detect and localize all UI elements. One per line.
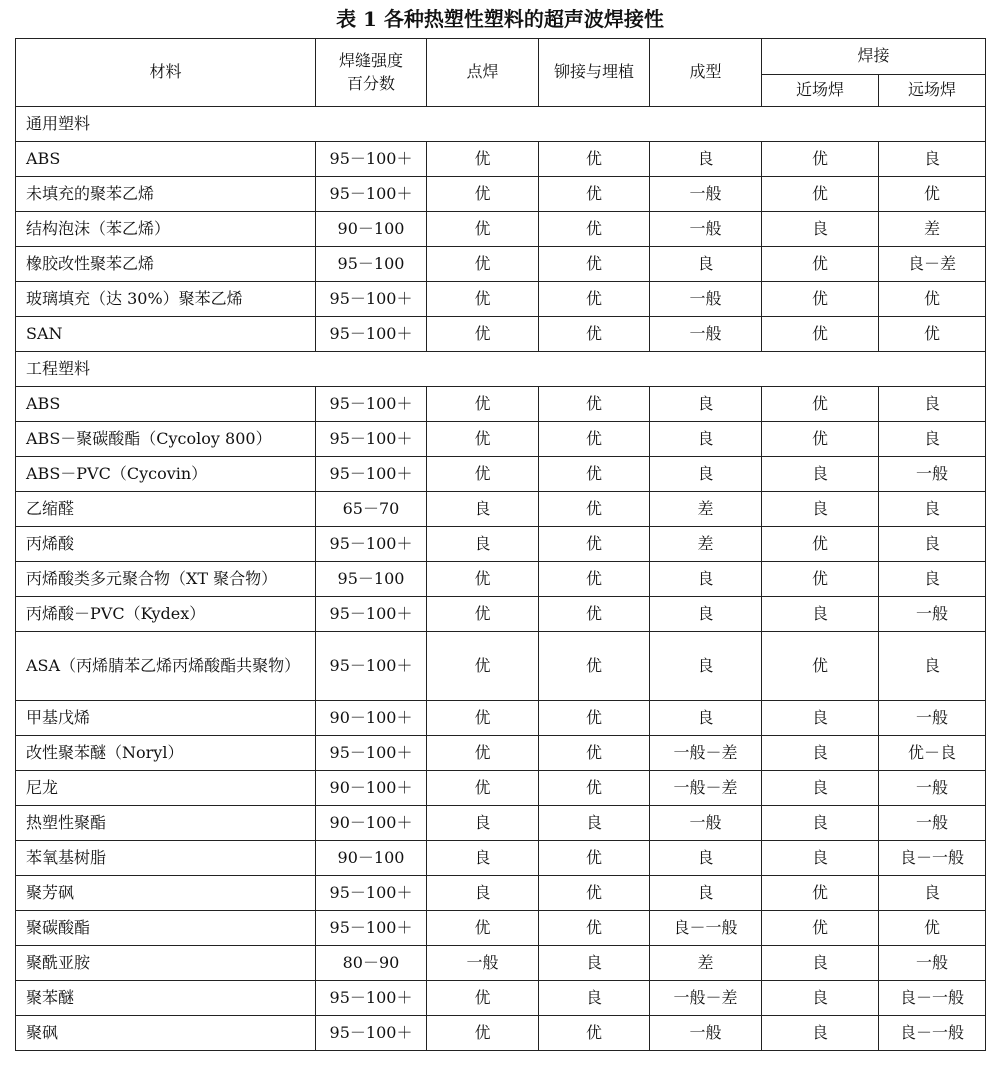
cell-material: 热塑性聚酯 xyxy=(16,806,316,841)
table-row xyxy=(16,212,986,247)
cell-far: 良 xyxy=(879,632,986,701)
cell-far: 良－一般 xyxy=(879,981,986,1016)
cell-near: 优 xyxy=(762,527,879,562)
cell-rivet: 优 xyxy=(539,247,650,282)
cell-forming: 一般－差 xyxy=(650,771,762,806)
cell-far: 良 xyxy=(879,562,986,597)
table-row xyxy=(16,841,986,876)
table-row xyxy=(16,177,986,212)
cell-strength: 65－70 xyxy=(316,492,427,527)
cell-near: 优 xyxy=(762,562,879,597)
cell-rivet: 优 xyxy=(539,562,650,597)
section-row xyxy=(16,107,986,142)
cell-near: 优 xyxy=(762,282,879,317)
cell-strength: 95－100＋ xyxy=(316,142,427,177)
cell-spot: 优 xyxy=(427,1016,539,1051)
cell-strength: 80－90 xyxy=(316,946,427,981)
cell-near: 优 xyxy=(762,876,879,911)
cell-strength: 95－100＋ xyxy=(316,911,427,946)
cell-near: 优 xyxy=(762,317,879,352)
header-forming: 成型 xyxy=(650,39,762,107)
cell-spot: 良 xyxy=(427,876,539,911)
cell-material: 聚苯醚 xyxy=(16,981,316,1016)
header-strength-line1: 焊缝强度 xyxy=(338,51,403,71)
cell-rivet: 良 xyxy=(539,946,650,981)
cell-far: 良 xyxy=(879,422,986,457)
cell-strength: 95－100＋ xyxy=(316,177,427,212)
cell-material: 聚砜 xyxy=(16,1016,316,1051)
cell-spot: 优 xyxy=(427,911,539,946)
cell-spot: 一般 xyxy=(427,946,539,981)
cell-spot: 良 xyxy=(427,492,539,527)
cell-forming: 一般 xyxy=(650,806,762,841)
cell-material: 尼龙 xyxy=(16,771,316,806)
table-title: 表 1 各种热塑性塑料的超声波焊接性 xyxy=(336,7,664,31)
header-welding: 焊接 xyxy=(762,39,986,75)
cell-far: 差 xyxy=(879,212,986,247)
table-row xyxy=(16,142,986,177)
cell-rivet: 优 xyxy=(539,282,650,317)
header-spot-weld: 点焊 xyxy=(427,39,539,107)
cell-forming: 差 xyxy=(650,527,762,562)
cell-near: 良 xyxy=(762,1016,879,1051)
cell-far: 良－一般 xyxy=(879,1016,986,1051)
table-row xyxy=(16,457,986,492)
cell-near: 良 xyxy=(762,736,879,771)
cell-far: 良 xyxy=(879,876,986,911)
section-row xyxy=(16,352,986,387)
cell-near: 良 xyxy=(762,597,879,632)
cell-material: SAN xyxy=(16,317,316,352)
cell-forming: 一般 xyxy=(650,177,762,212)
cell-far: 良－一般 xyxy=(879,841,986,876)
table-row xyxy=(16,562,986,597)
cell-near: 良 xyxy=(762,701,879,736)
table-row xyxy=(16,736,986,771)
cell-strength: 95－100＋ xyxy=(316,876,427,911)
cell-near: 优 xyxy=(762,247,879,282)
cell-near: 优 xyxy=(762,422,879,457)
table-row xyxy=(16,632,986,701)
cell-rivet: 优 xyxy=(539,317,650,352)
cell-strength: 90－100＋ xyxy=(316,771,427,806)
header-near-field: 近场焊 xyxy=(762,75,879,107)
cell-material: ABS－PVC（Cycovin） xyxy=(16,457,316,492)
cell-material: ABS xyxy=(16,142,316,177)
cell-forming: 一般 xyxy=(650,317,762,352)
header-strength xyxy=(316,39,427,107)
cell-rivet: 优 xyxy=(539,771,650,806)
cell-strength: 95－100＋ xyxy=(316,387,427,422)
cell-spot: 优 xyxy=(427,317,539,352)
table-row xyxy=(16,492,986,527)
table-body xyxy=(16,107,986,1051)
cell-strength: 95－100＋ xyxy=(316,736,427,771)
cell-spot: 优 xyxy=(427,282,539,317)
cell-rivet: 良 xyxy=(539,981,650,1016)
table-row xyxy=(16,771,986,806)
header-far-field: 远场焊 xyxy=(879,75,986,107)
cell-forming: 一般－差 xyxy=(650,981,762,1016)
cell-forming: 一般 xyxy=(650,1016,762,1051)
cell-far: 良 xyxy=(879,527,986,562)
cell-forming: 一般 xyxy=(650,212,762,247)
cell-material: 结构泡沫（苯乙烯） xyxy=(16,212,316,247)
cell-strength: 95－100＋ xyxy=(316,1016,427,1051)
table-row xyxy=(16,806,986,841)
weldability-table xyxy=(15,38,986,1051)
table-row xyxy=(16,946,986,981)
cell-near: 良 xyxy=(762,212,879,247)
cell-material: 甲基戊烯 xyxy=(16,701,316,736)
table-row xyxy=(16,911,986,946)
cell-rivet: 优 xyxy=(539,422,650,457)
cell-strength: 95－100＋ xyxy=(316,317,427,352)
cell-near: 优 xyxy=(762,911,879,946)
cell-material: 橡胶改性聚苯乙烯 xyxy=(16,247,316,282)
cell-rivet: 优 xyxy=(539,212,650,247)
cell-spot: 优 xyxy=(427,597,539,632)
cell-near: 良 xyxy=(762,946,879,981)
cell-forming: 良 xyxy=(650,632,762,701)
cell-forming: 一般－差 xyxy=(650,736,762,771)
cell-rivet: 优 xyxy=(539,911,650,946)
cell-forming: 良 xyxy=(650,422,762,457)
cell-forming: 一般 xyxy=(650,282,762,317)
cell-rivet: 优 xyxy=(539,177,650,212)
cell-spot: 优 xyxy=(427,771,539,806)
cell-rivet: 优 xyxy=(539,876,650,911)
cell-material: 未填充的聚苯乙烯 xyxy=(16,177,316,212)
cell-far: 一般 xyxy=(879,771,986,806)
cell-strength: 90－100＋ xyxy=(316,806,427,841)
cell-material: 乙缩醛 xyxy=(16,492,316,527)
cell-strength: 90－100＋ xyxy=(316,701,427,736)
cell-strength: 90－100 xyxy=(316,841,427,876)
cell-forming: 差 xyxy=(650,492,762,527)
cell-far: 一般 xyxy=(879,457,986,492)
cell-material: 改性聚苯醚（Noryl） xyxy=(16,736,316,771)
cell-forming: 良 xyxy=(650,562,762,597)
section-title: 通用塑料 xyxy=(16,107,986,142)
cell-spot: 优 xyxy=(427,457,539,492)
cell-far: 一般 xyxy=(879,701,986,736)
table-row xyxy=(16,422,986,457)
cell-spot: 优 xyxy=(427,142,539,177)
cell-forming: 良 xyxy=(650,142,762,177)
table-row xyxy=(16,387,986,422)
table-row xyxy=(16,1016,986,1051)
cell-material: 丙烯酸 xyxy=(16,527,316,562)
cell-forming: 良 xyxy=(650,876,762,911)
cell-forming: 良－一般 xyxy=(650,911,762,946)
cell-material: 聚碳酸酯 xyxy=(16,911,316,946)
cell-spot: 优 xyxy=(427,562,539,597)
cell-rivet: 优 xyxy=(539,457,650,492)
table-row xyxy=(16,701,986,736)
cell-material: ABS xyxy=(16,387,316,422)
cell-forming: 良 xyxy=(650,387,762,422)
cell-material: ASA（丙烯腈苯乙烯丙烯酸酯共聚物） xyxy=(16,632,316,701)
cell-material: 玻璃填充（达 30%）聚苯乙烯 xyxy=(16,282,316,317)
cell-far: 优 xyxy=(879,911,986,946)
header-strength-line2: 百分数 xyxy=(346,73,395,93)
cell-near: 良 xyxy=(762,806,879,841)
cell-spot: 优 xyxy=(427,177,539,212)
cell-material: 丙烯酸－PVC（Kydex） xyxy=(16,597,316,632)
cell-strength: 95－100＋ xyxy=(316,597,427,632)
table-row xyxy=(16,527,986,562)
cell-material: 丙烯酸类多元聚合物（XT 聚合物） xyxy=(16,562,316,597)
cell-near: 优 xyxy=(762,177,879,212)
table-row xyxy=(16,981,986,1016)
cell-far: 一般 xyxy=(879,597,986,632)
cell-rivet: 良 xyxy=(539,806,650,841)
cell-spot: 良 xyxy=(427,841,539,876)
cell-far: 良 xyxy=(879,387,986,422)
cell-far: 一般 xyxy=(879,806,986,841)
cell-near: 良 xyxy=(762,457,879,492)
cell-far: 良 xyxy=(879,492,986,527)
cell-spot: 优 xyxy=(427,632,539,701)
section-title: 工程塑料 xyxy=(16,352,986,387)
cell-rivet: 优 xyxy=(539,701,650,736)
cell-spot: 优 xyxy=(427,247,539,282)
cell-spot: 良 xyxy=(427,806,539,841)
cell-far: 优－良 xyxy=(879,736,986,771)
cell-forming: 良 xyxy=(650,701,762,736)
cell-far: 优 xyxy=(879,282,986,317)
cell-far: 优 xyxy=(879,177,986,212)
cell-material: ABS－聚碳酸酯（Cycoloy 800） xyxy=(16,422,316,457)
cell-rivet: 优 xyxy=(539,736,650,771)
cell-far: 一般 xyxy=(879,946,986,981)
cell-material: 苯氧基树脂 xyxy=(16,841,316,876)
cell-strength: 95－100＋ xyxy=(316,282,427,317)
cell-forming: 良 xyxy=(650,457,762,492)
cell-strength: 95－100 xyxy=(316,247,427,282)
cell-rivet: 优 xyxy=(539,632,650,701)
cell-strength: 95－100＋ xyxy=(316,632,427,701)
cell-spot: 优 xyxy=(427,422,539,457)
cell-rivet: 优 xyxy=(539,142,650,177)
cell-far: 良 xyxy=(879,142,986,177)
cell-near: 优 xyxy=(762,632,879,701)
cell-spot: 优 xyxy=(427,736,539,771)
cell-material: 聚芳砜 xyxy=(16,876,316,911)
cell-strength: 95－100＋ xyxy=(316,422,427,457)
table-row xyxy=(16,876,986,911)
cell-near: 良 xyxy=(762,492,879,527)
cell-strength: 90－100 xyxy=(316,212,427,247)
cell-material: 聚酰亚胺 xyxy=(16,946,316,981)
table-row xyxy=(16,317,986,352)
header-material: 材料 xyxy=(16,39,316,107)
cell-far: 良－差 xyxy=(879,247,986,282)
cell-near: 优 xyxy=(762,142,879,177)
cell-rivet: 优 xyxy=(539,387,650,422)
cell-spot: 优 xyxy=(427,701,539,736)
cell-spot: 优 xyxy=(427,212,539,247)
cell-forming: 良 xyxy=(650,841,762,876)
cell-spot: 良 xyxy=(427,527,539,562)
cell-rivet: 优 xyxy=(539,1016,650,1051)
cell-near: 良 xyxy=(762,771,879,806)
table-row xyxy=(16,282,986,317)
cell-far: 优 xyxy=(879,317,986,352)
cell-near: 良 xyxy=(762,841,879,876)
cell-strength: 95－100＋ xyxy=(316,457,427,492)
cell-rivet: 优 xyxy=(539,492,650,527)
cell-rivet: 优 xyxy=(539,527,650,562)
cell-forming: 良 xyxy=(650,597,762,632)
header-rivet: 铆接与埋植 xyxy=(539,39,650,107)
cell-rivet: 优 xyxy=(539,841,650,876)
cell-forming: 差 xyxy=(650,946,762,981)
cell-strength: 95－100＋ xyxy=(316,527,427,562)
cell-strength: 95－100 xyxy=(316,562,427,597)
table-row xyxy=(16,247,986,282)
cell-near: 良 xyxy=(762,981,879,1016)
cell-rivet: 优 xyxy=(539,597,650,632)
cell-strength: 95－100＋ xyxy=(316,981,427,1016)
cell-spot: 优 xyxy=(427,387,539,422)
cell-near: 优 xyxy=(762,387,879,422)
cell-spot: 优 xyxy=(427,981,539,1016)
cell-forming: 良 xyxy=(650,247,762,282)
table-row xyxy=(16,597,986,632)
